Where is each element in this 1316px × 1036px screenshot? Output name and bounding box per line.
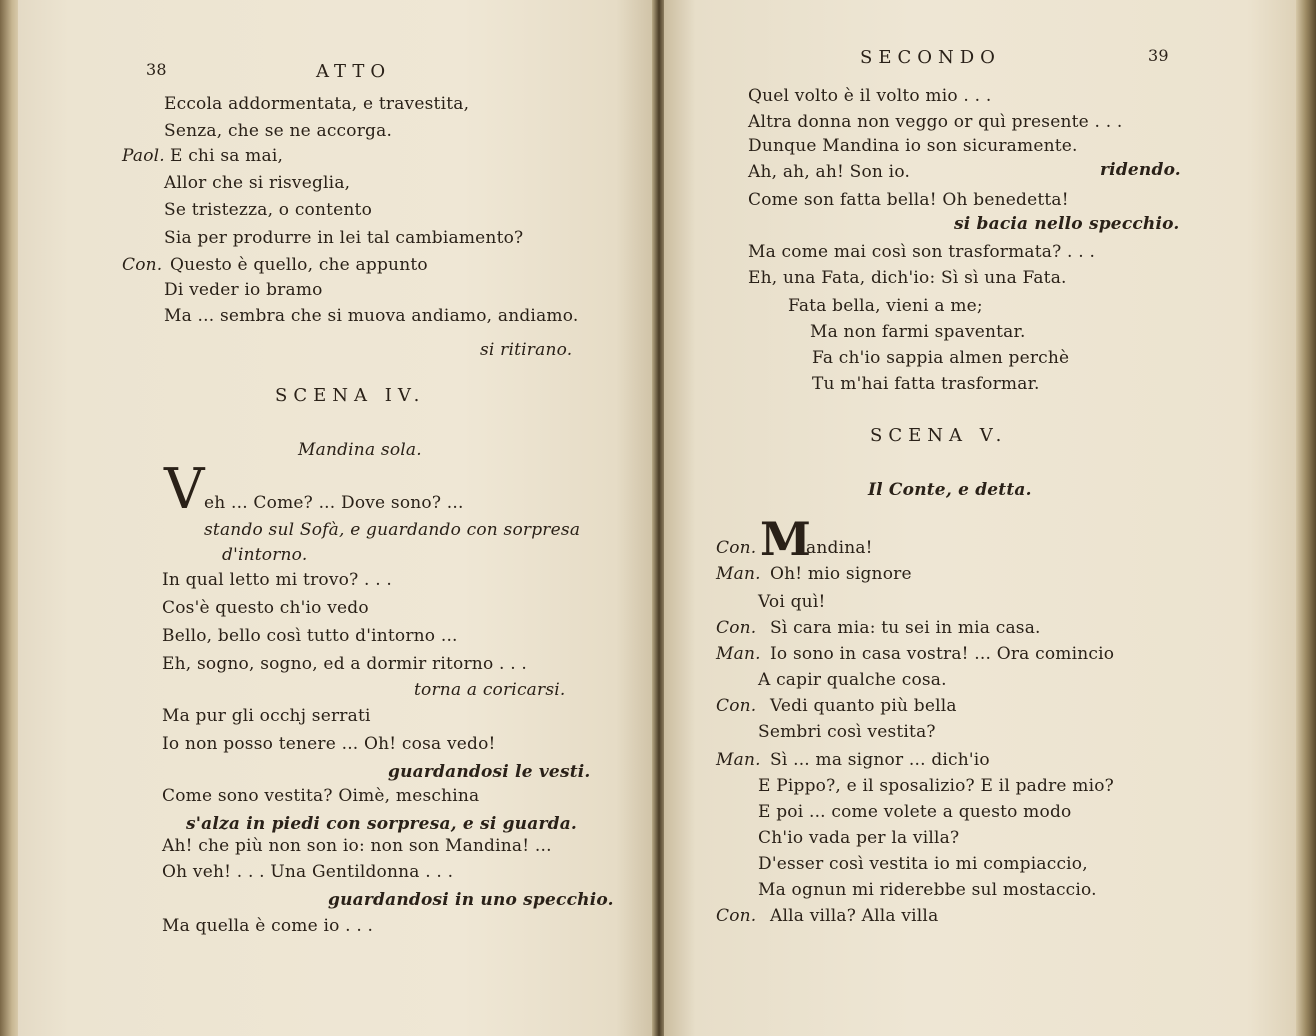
page-number: 38 xyxy=(146,60,167,79)
verse-line: Ma come mai così son trasformata? . . . xyxy=(748,242,1096,262)
speaker-label: Man. xyxy=(716,750,761,770)
verse-line: Questo è quello, che appunto xyxy=(170,255,428,275)
verse-line: Senza, che se ne accorga. xyxy=(164,121,393,141)
scene-cast: Mandina sola. xyxy=(298,440,422,460)
verse-line: Dunque Mandina io son sicuramente. xyxy=(748,136,1078,156)
speaker-label: Con. xyxy=(716,696,757,716)
drop-cap: M xyxy=(760,512,812,566)
verse-line: Ch'io vada per la villa? xyxy=(758,828,960,848)
stage-direction: d'intorno. xyxy=(222,545,308,565)
stage-direction: ridendo. xyxy=(1100,160,1181,180)
verse-line: Oh veh! . . . Una Gentildonna . . . xyxy=(162,862,454,882)
stage-direction: si ritirano. xyxy=(480,340,573,360)
verse-line: Eccola addormentata, e travestita, xyxy=(164,94,470,114)
left-page xyxy=(18,0,654,1036)
running-head: ATTO xyxy=(316,61,392,82)
speaker-label: Paol. xyxy=(122,146,165,166)
verse-line: E Pippo?, e il sposalizio? E il padre mio? xyxy=(758,776,1114,796)
verse-line: Fata bella, vieni a me; xyxy=(788,296,983,316)
verse-line: Oh! mio signore xyxy=(770,564,912,584)
running-head: SECONDO xyxy=(860,47,1001,68)
verse-line: Sia per produrre in lei tal cambiamento? xyxy=(164,228,524,248)
page-number: 39 xyxy=(1148,46,1169,65)
verse-line: Di veder io bramo xyxy=(164,280,323,300)
verse-line: Eh, sogno, sogno, ed a dormir ritorno . . . xyxy=(162,654,528,674)
right-page xyxy=(664,0,1298,1036)
left-page-edge xyxy=(0,0,20,1036)
verse-line: Cos'è questo ch'io vedo xyxy=(162,598,369,618)
verse-line: Altra donna non veggo or quì presente . . . xyxy=(748,112,1123,132)
verse-line: D'esser così vestita io mi compiaccio, xyxy=(758,854,1088,874)
speaker-label: Con. xyxy=(122,255,163,275)
verse-line: Io non posso tenere ... Oh! cosa vedo! xyxy=(162,734,496,754)
stage-direction: si bacia nello specchio. xyxy=(954,214,1180,234)
verse-line: Tu m'hai fatta trasformar. xyxy=(812,374,1040,394)
verse-line: Quel volto è il volto mio . . . xyxy=(748,86,992,106)
scene-cast: Il Conte, e detta. xyxy=(868,480,1032,500)
stage-direction: guardandosi le vesti. xyxy=(388,762,591,782)
stage-direction: stando sul Sofà, e guardando con sorpresa xyxy=(204,520,581,540)
verse-line: Voi quì! xyxy=(758,592,826,612)
drop-cap: V xyxy=(164,457,205,522)
verse-line: Vedi quanto più bella xyxy=(770,696,957,716)
verse-line: Ma pur gli occhj serrati xyxy=(162,706,371,726)
verse-line: Eh, una Fata, dich'io: Sì sì una Fata. xyxy=(748,268,1067,288)
stage-direction: guardandosi in uno specchio. xyxy=(328,890,614,910)
verse-line: In qual letto mi trovo? . . . xyxy=(162,570,393,590)
speaker-label: Man. xyxy=(716,564,761,584)
verse-line: eh ... Come? ... Dove sono? ... xyxy=(204,493,464,513)
verse-line: Ma ... sembra che si muova andiamo, andiamo. xyxy=(164,306,579,326)
verse-line: Come son fatta bella! Oh benedetta! xyxy=(748,190,1069,210)
verse-line: Sì cara mia: tu sei in mia casa. xyxy=(770,618,1041,638)
verse-line: Se tristezza, o contento xyxy=(164,200,373,220)
verse-line: Io sono in casa vostra! ... Ora comincio xyxy=(770,644,1115,664)
speaker-label: Man. xyxy=(716,644,761,664)
verse-line: andina! xyxy=(806,538,873,558)
verse-line: Ah! che più non son io: non son Mandina! ... xyxy=(162,836,552,856)
verse-line: Sembri così vestita? xyxy=(758,722,936,742)
verse-line: Come sono vestita? Oimè, meschina xyxy=(162,786,480,806)
speaker-label: Con. xyxy=(716,538,757,558)
verse-line: Fa ch'io sappia almen perchè xyxy=(812,348,1070,368)
verse-line: Allor che si risveglia, xyxy=(164,173,351,193)
verse-line: Sì ... ma signor ... dich'io xyxy=(770,750,990,770)
verse-line: Ma non farmi spaventar. xyxy=(810,322,1026,342)
verse-line: Bello, bello così tutto d'intorno ... xyxy=(162,626,458,646)
speaker-label: Con. xyxy=(716,618,757,638)
stage-direction: torna a coricarsi. xyxy=(414,680,566,700)
right-page-edge xyxy=(1296,0,1316,1036)
scene-title: SCENA IV. xyxy=(275,385,426,406)
verse-line: Ma ognun mi riderebbe sul mostaccio. xyxy=(758,880,1097,900)
scene-title: SCENA V. xyxy=(870,425,1008,446)
verse-line: E poi ... come volete a questo modo xyxy=(758,802,1072,822)
verse-line: A capir qualche cosa. xyxy=(758,670,947,690)
speaker-label: Con. xyxy=(716,906,757,926)
stage-direction: s'alza in piedi con sorpresa, e si guarda. xyxy=(186,814,578,834)
verse-line: Alla villa? Alla villa xyxy=(770,906,939,926)
verse-line: E chi sa mai, xyxy=(170,146,284,166)
verse-line: Ah, ah, ah! Son io. xyxy=(748,162,911,182)
verse-line: Ma quella è come io . . . xyxy=(162,916,374,936)
